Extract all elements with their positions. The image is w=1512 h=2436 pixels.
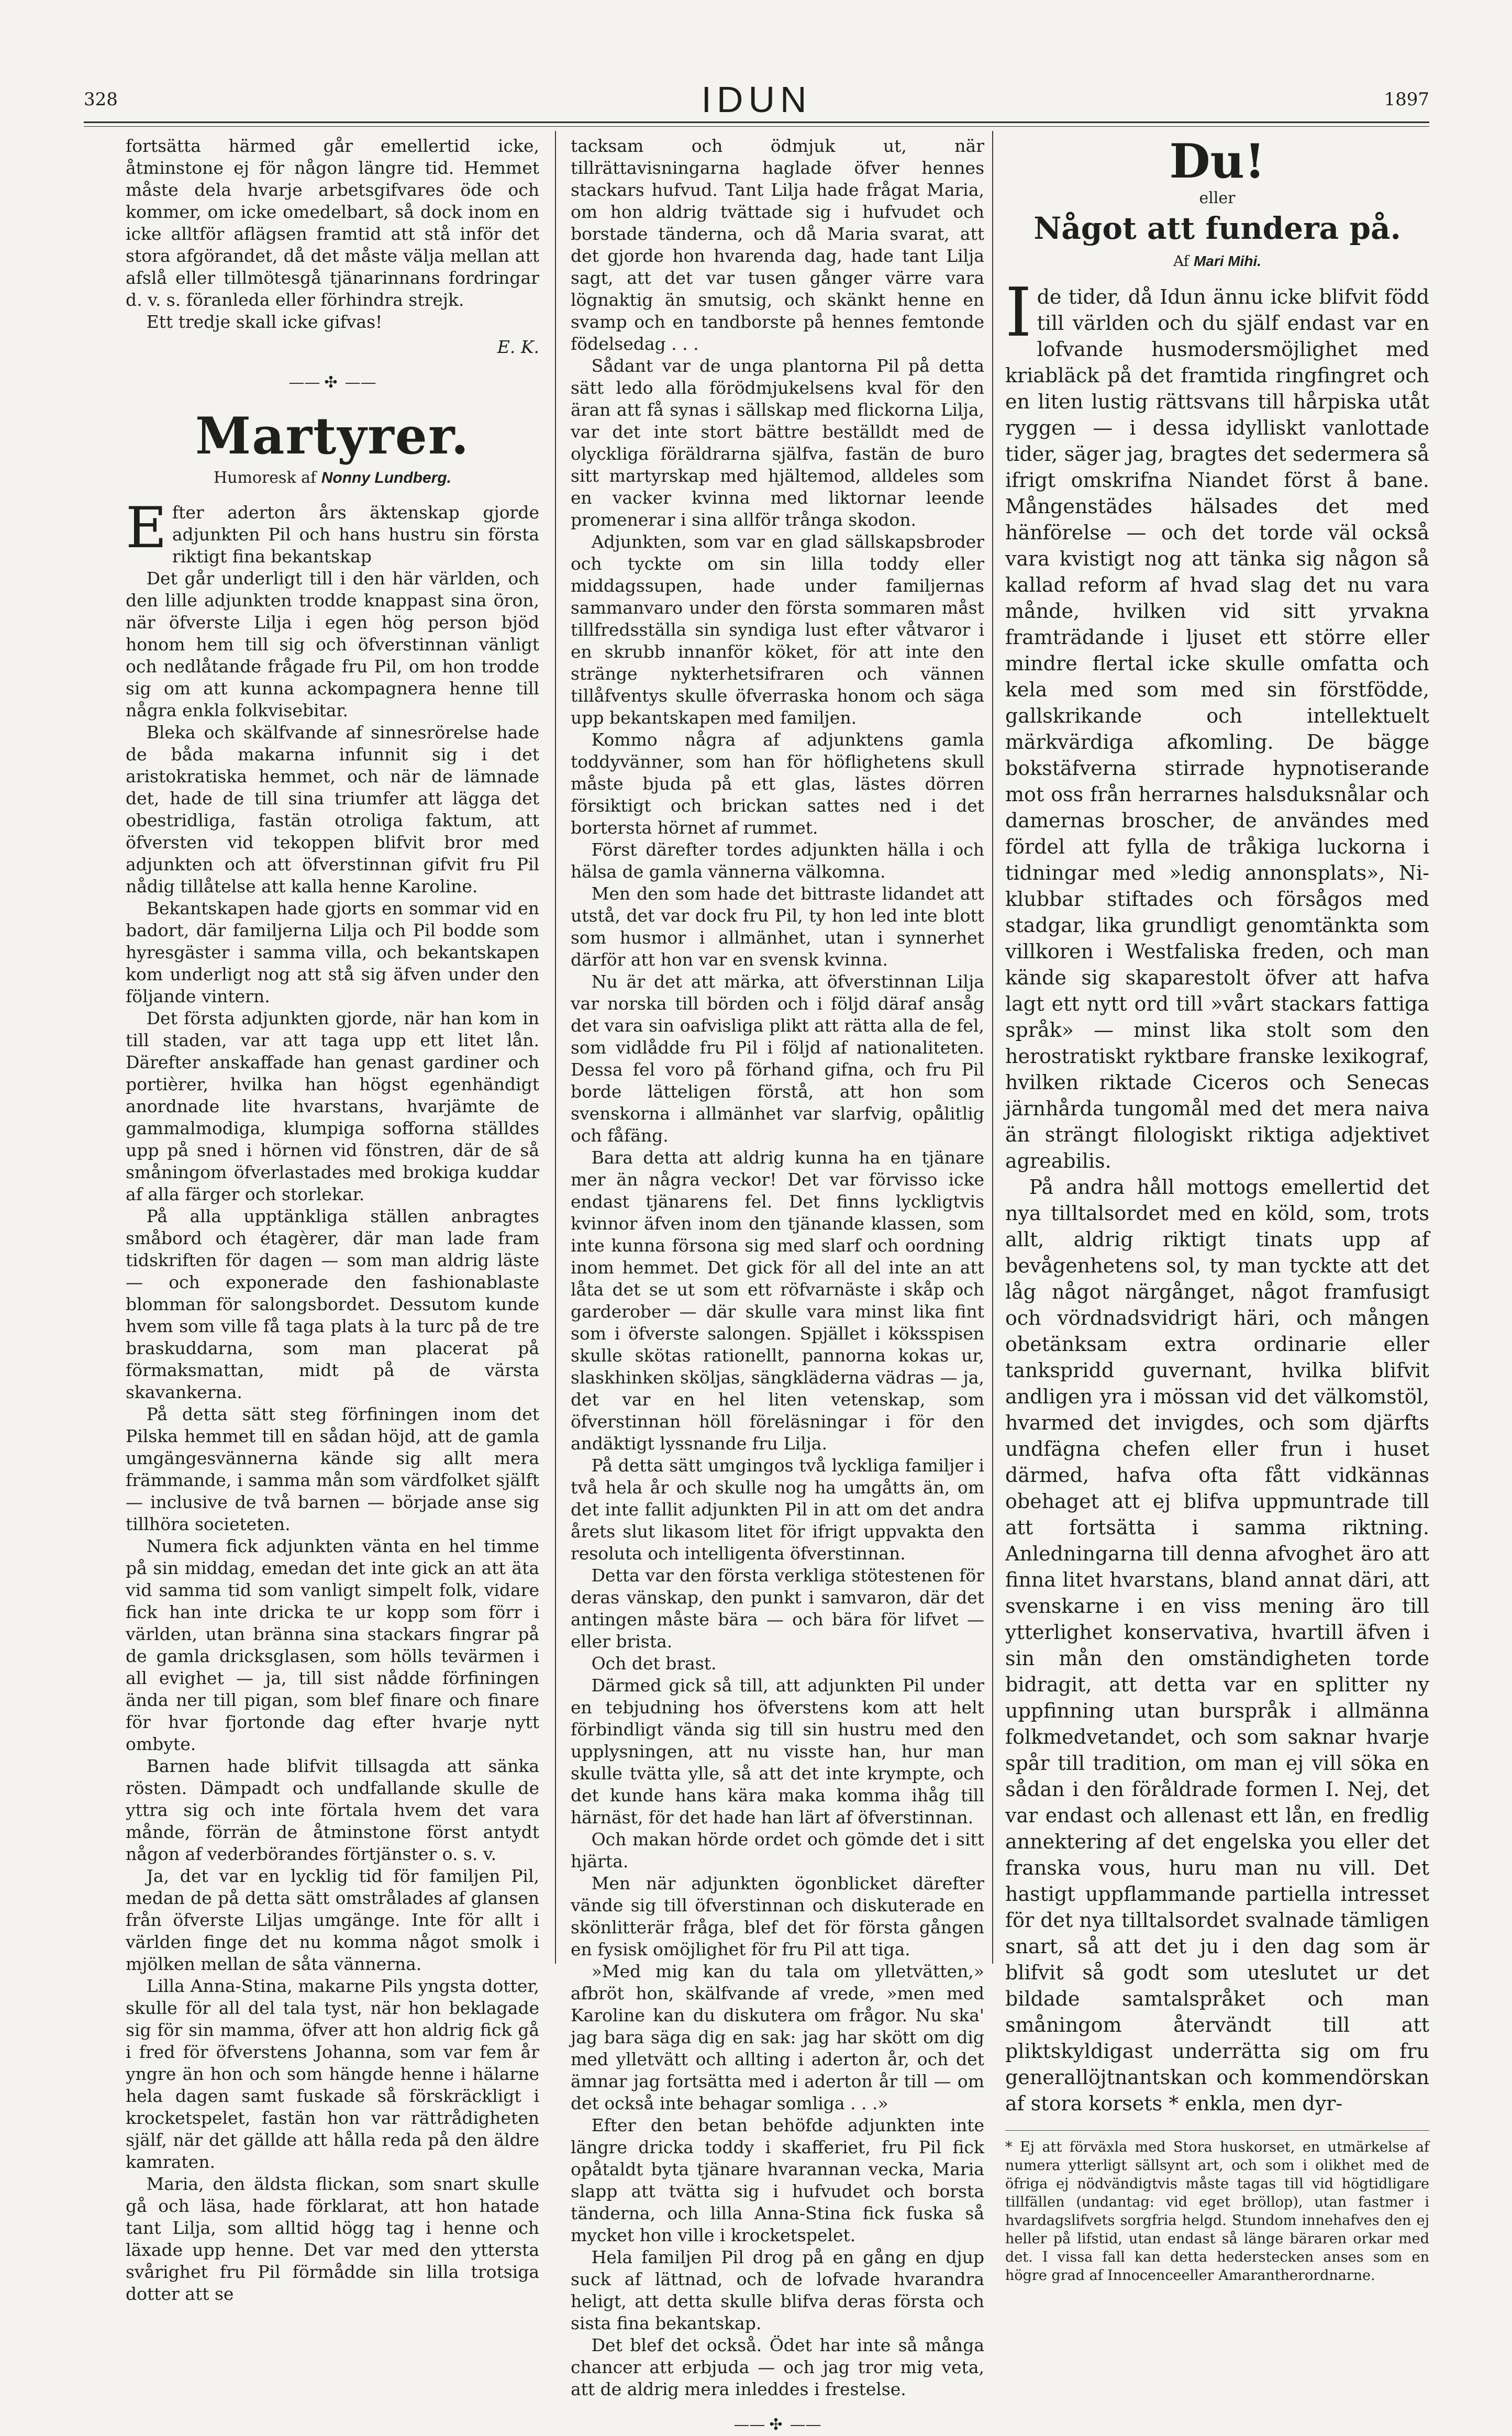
- story-paragraph: Lilla Anna-Stina, makarne Pils yngsta dotter, skulle för all del tala tyst, när hon beklagade sig för sin mamma, öfver att hon aldrig fick gå i fred för öfverstens Johanna, som var fem år yngre än hon och som hängde henne i hälarne hela dagen samt fuskade så förskräckligt i krocketspelet, fastän hon var rättrådigheten själf, när det gällde att hålla reda på den äldre kamraten.: [126, 1976, 539, 2172]
- story-paragraph: Efter den betan behöfde adjunkten inte längre dricka toddy i skafferiet, fru Pil fick opåtaldt byta tjänare hvarannan vecka, Maria slapp att tvätta sig i hufvudet och borsta tänderna, och lilla Anna-Stina fick fuska så mycket hon ville i krocketspelet.: [571, 2115, 984, 2245]
- article-continuation-paragraph: Ett tredje skall icke gifvas!: [146, 312, 383, 332]
- story-paragraph: Och det brast.: [591, 1653, 717, 1674]
- article-signoff: E. K.: [497, 337, 539, 357]
- story-paragraph: tacksam och ödmjuk ut, när tillrättavisningarna haglade öfver hennes stackars hufvud. Tant Lilja hade frågat Maria, om hon aldrig tvättade sig i hufvudet och borstade tänderna, och då Maria svarat, att det gjorde hon hvarenda dag, hade tant Lilja sagt, att det var tusen gånger värre vara lögnaktig än smutsig, och skänkt henne en svamp och en tandborste på hennes femtonde födelsedag . . .: [571, 136, 984, 354]
- article-paragraph-text: de tider, då Idun ännu icke blifvit född till världen och du själf endast var en lofvande husmodersmöjlighet med kriabläck på det framtida ringfingret och en liten lustig rättsvans till hårpiska utåt ryggen — i dessa idylliskt vanlottade tider, säger jag, bragtes det sedermera så ifrigt omskrifna Niandet först å bane. Mångenstädes hälsades det med hänförelse — och det torde väl också vara kvistigt nog att tänka sig någon så kallad reform af hvad slag det nu vara månde, hvilken vid sitt yrvakna framträdande i ljuset ett större eller mindre flertal icke skulle omfatta och kela med som med sin förstfödde, gallskrikande och intellektuelt märkvärdiga afkomling. De bägge bokstäfverna stirrade hypnotiserande mot oss från herrarnes halsduksnålar och damernas broscher, de användes med fördel att fylla de tråkiga luckorna i tidningar med »ledig annonsplats», Ni-klubbar stiftades och försågos med stadgar, lika grundligt genomtänkta som villkoren i Westfaliska freden, och man kände sig skaparestolt öfver att hafva lagt ett nytt ord till »vårt stackars fattiga språk» — minst lika stolt som den herostratiskt ryktbare franske lexikograf, hvilken riktade Ciceros och Senecas järnhårda tungomål med det mera naiva än strängt filologiskt riktiga adjektivet agreabilis.: [1005, 285, 1429, 1172]
- drop-cap: E: [126, 495, 167, 561]
- column-divider: [992, 131, 993, 1964]
- story-author: Nonny Lundberg.: [321, 469, 452, 486]
- story-paragraph: Det blef det också. Ödet har inte så många chancer att erbjuda — och jag tror mig veta, att de aldrig mera inleddes i frestelse.: [571, 2335, 984, 2399]
- article-title: Du!: [1169, 134, 1265, 189]
- article-byline: [1005, 250, 1429, 272]
- story-byline: [126, 467, 539, 489]
- story-paragraph: Barnen hade blifvit tillsagda att sänka rösten. Dämpadt och undfallande skulle de yttra sig och inte förtala hvem det vara månde, förrän de åtminstone först antydt någon af vederbörandes förtjänster o. s. v.: [126, 1756, 539, 1864]
- article-author: Mari Mihi.: [1193, 253, 1262, 269]
- story-paragraph-text: fter aderton års äktenskap gjorde adjunkten Pil och hans hustru sin första riktigt fina bekantskap: [172, 502, 539, 567]
- footnote: * Ej att förväxla med Stora huskorset, en utmärkelse af numera ytterligt sällsynt art, och som i olikhet med de öfriga ej nödvändigtvis måste tagas till vid högtidligare tillfällen (undantag: vid eget bröllop), utan fastmer i hvardagslifvets sorgfria helgd. Stundom innehafves den ej heller på lifstid, utan endast så länge bäraren orkar med det. I vissa fall kan detta hederstecken anses som en högre grad af Innocenceeller Amarantherordnarne.: [1005, 2130, 1429, 2285]
- article-title-conjunction: eller: [1199, 189, 1236, 207]
- section-ornament: —— ✣ ——: [571, 2414, 984, 2436]
- story-paragraph: Först därefter tordes adjunkten hälla i och hälsa de gamla vännerna välkomna.: [571, 839, 984, 882]
- story-paragraph: Maria, den äldsta flickan, som snart skulle gå och läsa, hade förklarat, att hon hatade tant Lilja, som alltid högg tag i henne och läxade upp henne. Det var med den yttersta svårighet fru Pil förmådde sin lilla trotsiga dotter att se: [126, 2174, 539, 2304]
- story-paragraph: Ja, det var en lycklig tid för familjen Pil, medan de på detta sätt omstrålades af glansen från öfverste Liljas umgänge. Inte för allt i världen finge det nu komma något smolk i mjölken mellan de såta vännerna.: [126, 1866, 539, 1974]
- story-paragraph: Sådant var de unga plantorna Pil på detta sätt ledo alla förödmjukelsens kval för den äran att få synas i sällskap med flickorna Lilja, var det inte stort bättre beställdt med de olyckliga föräldrarna själfva, fastän de buro sitt martyrskap med hjältemod, alldeles som en vacker kvinna med liktornar leende promenerar i sina allför trånga skodon.: [571, 356, 984, 530]
- column-3: [1005, 134, 1429, 2284]
- story-paragraph: Bekantskapen hade gjorts en sommar vid en badort, där familjerna Lilja och Pil bodde som hyresgäster i samma villa, och bekantskapen kom underligt nog att stå sig äfven under den följande vintern.: [126, 898, 539, 1006]
- story-paragraph: På alla upptänkliga ställen anbragtes småbord och étagèrer, där man lade fram tidskriften för dagen — som man aldrig läste — och exponerade den fashionablaste blomman för salongsbordet. Dessutom kunde hvem som ville få taga plats à la turc på de tre braskuddarna, som man placerat på förmaksmattan, midt på de värsta skavankerna.: [126, 1206, 539, 1402]
- story-paragraph: Bleka och skälfvande af sinnesrörelse hade de båda makarna infunnit sig i det aristokratiska hemmet, och när de lämnade det, hade de till sina triumfer att lägga det obestridliga, fastän otroliga faktum, att öfversten vid tekoppen blifvit bror med adjunkten och att öfverstinnan gifvit fru Pil nådig tillåtelse att kalla henne Karoline.: [126, 722, 539, 896]
- page-number: 328: [84, 89, 118, 110]
- article-continuation-paragraph: fortsätta härmed går emellertid icke, åtminstone ej för någon längre tid. Hemmet måste dela hvarje arbetsgifvares öde och kommer, om icke omedelbart, så dock inom en icke alltför aflägsen framtid att stå inför det stora afgörandet, då det måste välja mellan att afslå eller tillmötesgå tjänarinnans fordringar d. v. s. föranleda eller förhindra strejk.: [126, 136, 539, 310]
- story-paragraph: Adjunkten, som var en glad sällskapsbroder och tyckte om sin lilla toddy eller middagssupen, hade under familjernas sammanvaro under den första sommaren måst tillfredsställa sin syndiga lust efter våtvaror i en skrubb innanför köket, för att inte den stränge nykterhetsifraren och vännen tillåfventys skulle öfverraska honom och säga upp bekantskapen med familjen.: [571, 532, 984, 728]
- page-header: [84, 79, 1429, 120]
- byline-prefix: Af: [1173, 252, 1189, 270]
- story-paragraph: Det går underligt till i den här världen, och den lille adjunkten trodde knappast sina öron, när öfverste Lilja i egen hög person bjöd honom hem till sig och öfverstinnan vänligt och nedlåtande frågade fru Pil, om hon trodde sig om att kunna ackompagnera henne till några enkla folkvisebitar.: [126, 568, 539, 721]
- article-paragraph: På andra håll mottogs emellertid det nya tilltalsordet med en köld, som, trots allt, aldrig riktigt tinats upp af bevågenhetens sol, ty man tyckte att det låg något närgånget, något framfusigt och vördnadsvidrigt häri, och mången obetänksam extra ordinarie eller tankspridd guvernant, hvilka blifvit andligen yra i mössan vid det välkomstöl, hvarmed det invigdes, och som djärfts undfägna chefen eller frun i huset därmed, hafva ofta fått vidkännas obehaget att ej blifva uppmuntrade till att fortsätta i samma riktning. Anledningarna till denna afvoghet äro att finna litet hvarstans, bland annat däri, att svenskarne i en viss mening äro till ytterlighet konservativa, hvartill äfven i sin mån den omständigheten torde bidragit, att detta var en splitter ny uppfinning utan burspråk i allmänna folkmedvetandet, och som saknar hvarje spår till tradition, om man ej vill söka en sådan i den föråldrade formen I. Nej, det var endast och allenast ett lån, en fredlig annektering af det engelska you eller det franska vous, huru man nu vill. Det hastigt uppflammande partiella intresset för det nya tilltalsordet svalnade tämligen snart, så att det ju i den dag som är blifvit så godt som uteslutet ur det bildade samtalspråket och man småningom återvändt till att pliktskyldigast underrätta sig om fru generallöjtnantskan och kommendörskan af stora korsets * enkla, men dyr-: [1005, 1176, 1429, 2115]
- story-paragraph: Kommo några af adjunktens gamla toddyvänner, som han för höflighetens skull måste bjuda på ett glas, lästes dörren försiktigt och brickan sattes ned i det bortersta hörnet af rummet.: [571, 729, 984, 838]
- story-paragraph: Hela familjen Pil drog på en gång en djup suck af lättnad, och de lofvade hvarandra heligt, att detta skulle blifva deras första och sista fina bekantskap.: [571, 2247, 984, 2333]
- section-ornament: —— ✣ ——: [126, 372, 539, 394]
- story-paragraph: Därmed gick så till, att adjunkten Pil under en tebjudning hos öfverstens kom att helt förbindligt vända sig till sin hustru med den upplysningen, att nu visste han, hur man skulle tvätta ylle, så att det inte krympte, och det kunde hans kära maka komma ihåg till härnäst, för det hade han lärt af öfverstinnan.: [571, 1675, 984, 1828]
- story-paragraph: Detta var den första verkliga stötestenen för deras vänskap, den punkt i samvaron, där det antingen måste bära — och bära för lifvet — eller brista.: [571, 1565, 984, 1652]
- header-rule: [84, 121, 1429, 127]
- story-paragraph: Men den som hade det bittraste lidandet att utstå, det var dock fru Pil, ty hon led inte blott som husmor i allmänhet, utan i synnerhet därför att hon var en svensk kvinna.: [571, 883, 984, 970]
- masthead-title: IDUN: [701, 79, 812, 120]
- story-paragraph: På detta sätt umgingos två lyckliga familjer i två hela år och skulle nog ha umgåtts än, om det inte fallit adjunkten Pil in att om det andra årets slut likasom litet för ifrigt uppvakta den resoluta och intelligenta öfverstinnan.: [571, 1455, 984, 1564]
- publication-year: 1897: [1384, 89, 1429, 110]
- story-paragraph: Numera fick adjunkten vänta en hel timme på sin middag, emedan det inte gick an att äta vid samma tid som vanligt simpelt folk, vidare fick han inte dricka te ur kopp som förr i världen, utan bränna sina stackars fingrar på de gamla dricksglasen, som hölls tevärmen i all evighet — ja, till sist nådde förfiningen ända ner till pigan, som blef finare och finare för hvar fjortonde dag efter hvarje nytt ombyte.: [126, 1536, 539, 1754]
- article-subtitle: Något att fundera på.: [1033, 211, 1401, 246]
- story-paragraph: Nu är det att märka, att öfverstinnan Lilja var norska till börden och i följd däraf ansåg det vara sin oafvisliga plikt att rätta alla de fel, som vidlådde fru Pil i följd af nationaliteten. Dessa fel voro på förhand gifna, och fru Pil borde lätteligen förstå, att hon som svenskorna i allmänhet var slarfvig, opålitlig och fåfäng.: [571, 971, 984, 1146]
- story-paragraph: »Med mig kan du tala om ylletvätten,» afbröt hon, skälfvande af vrede, »men med Karoline kan du diskutera om frågor. Nu ska' jag bara säga dig en sak: jag har skött om dig med ylletvätt och allting i aderton år, och det ämnar jag fortsätta med i aderton år till — om det också inte behagar somliga . . .»: [571, 1961, 984, 2113]
- story-paragraph: Det första adjunkten gjorde, när han kom in till staden, var att taga upp ett litet lån. Därefter anskaffade han genast gardiner och portièrer, hvilka han högst egenhändigt anordnade lite hvarstans, hvarjämte de gammalmodiga, klumpiga sofforna ställdes upp på sned i hörnen vid fönstren, där de så småningom öfverlastades med brokiga kuddar af alla färger och storlekar.: [126, 1008, 539, 1204]
- story-subtitle: Humoresk af: [213, 469, 317, 487]
- story-title: Martyrer.: [195, 406, 470, 466]
- story-paragraph: Bara detta att aldrig kunna ha en tjänare mer än några veckor! Det var förvisso icke endast tjänarens fel. Det finns lyckligtvis kvinnor äfven inom den tjänande klassen, som inte kunna försona sig med slarf och oordning inom hemmet. Det gick för all del inte an att låta det se ut som ett röfvarnäste i skåp och garderober — där skulle vara minst lika fint som i öfverste salongen. Spjället i köksspisen skulle skötas rationellt, pannorna kokas ur, slaskhinken sköljas, sängkläderna vädras — ja, det var en hel liten vetenskap, som öfverstinnan höll föreläsningar i för den andäktigt lyssnande fru Lilja.: [571, 1147, 984, 1454]
- article-paragraph: [1005, 274, 1429, 1174]
- story-paragraph: Men när adjunkten ögonblicket därefter vände sig till öfverstinnan och diskuterade en skönlitterär fråga, blef det för första gången en fysisk omöjlighet för fru Pil att tiga.: [571, 1873, 984, 1959]
- story-paragraph: Och makan hörde ordet och gömde det i sitt hjärta.: [571, 1829, 984, 1872]
- column-divider: [555, 131, 556, 1964]
- column-1: [126, 135, 539, 2304]
- story-paragraph: [126, 495, 539, 568]
- drop-cap: I: [1005, 274, 1032, 352]
- story-paragraph: På detta sätt steg förfiningen inom det Pilska hemmet till en sådan höjd, att de gamla umgängesvännerna kände sig allt mera främmande, i samma mån som värdfolket själft — inclusive de två barnen — började anse sig tillhöra societeten.: [126, 1404, 539, 1534]
- column-2: [571, 135, 984, 2434]
